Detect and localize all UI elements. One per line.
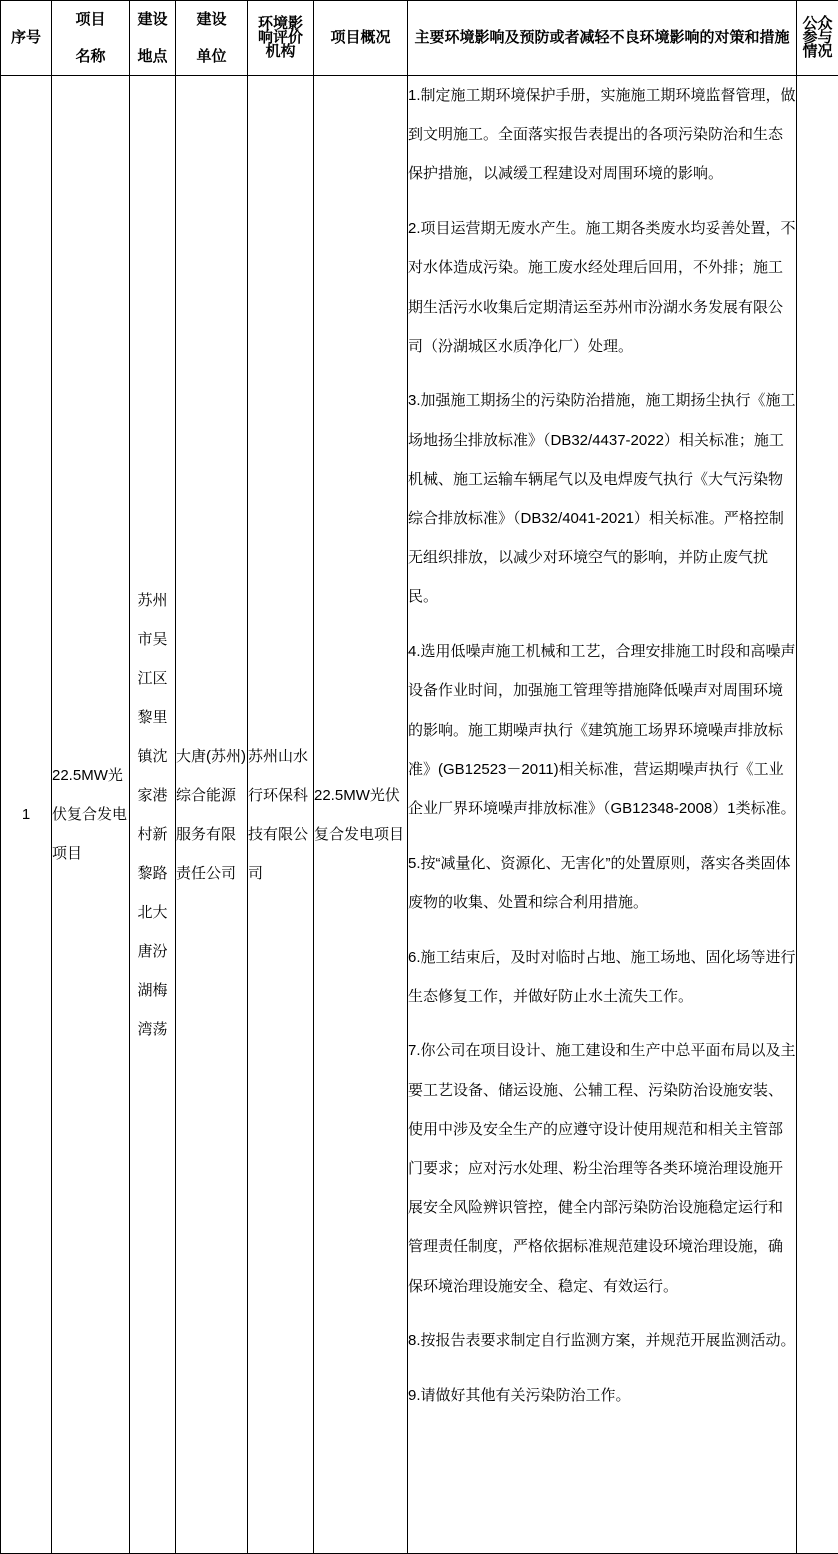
- header-overview: 项目概况: [314, 1, 408, 76]
- location-line: 黎路: [137, 864, 168, 882]
- header-measures: 主要环境影响及预防或者减轻不良环境影响的对策和措施: [408, 1, 797, 76]
- cell-location: [130, 76, 176, 1554]
- location-line: 家港: [137, 786, 168, 804]
- header-index: 序号: [1, 1, 52, 76]
- location-line: 苏州: [137, 591, 168, 609]
- cell-index: 1: [1, 76, 52, 1554]
- cell-builder: 大唐(苏州)综合能源服务有限责任公司: [176, 76, 248, 1554]
- header-project-name: [52, 1, 130, 76]
- header-project-name-line-2: 名称: [75, 48, 106, 65]
- cell-eia-agency: 苏州山水行环保科技有限公司: [248, 76, 314, 1554]
- header-eia-agency: 环境影响评价机构: [248, 1, 314, 76]
- location-line: 北大: [137, 903, 168, 921]
- measure-item: 4.选用低噪声施工机械和工艺，合理安排施工时段和高噪声设备作业时间，加强施工管理等措施降低噪声对周围环境的影响。施工期噪声执行《建筑施工场界环境噪声排放标准》(GB12523－2011)相关标准，营运期噪声执行《工业企业厂界环境噪声排放标准》（GB12348-2008）1类标准。: [408, 643, 796, 817]
- cell-public-participation: [797, 76, 838, 1554]
- header-public-participation: 公众参与情况: [797, 1, 838, 76]
- cell-measures: [408, 76, 797, 1554]
- location-line: 湾荡: [137, 1020, 168, 1038]
- location-line: 唐汾: [137, 942, 168, 960]
- header-location-line-2: 地点: [137, 48, 168, 65]
- header-builder: [176, 1, 248, 76]
- header-builder-line-1: 建设: [196, 11, 227, 28]
- table-row: [1, 76, 838, 1554]
- header-project-name-line-1: 项目: [75, 11, 106, 28]
- measure-item: 6.施工结束后，及时对临时占地、施工场地、固化场等进行生态修复工作，并做好防止水土流失工作。: [408, 948, 796, 1005]
- table-header: [1, 1, 838, 76]
- header-builder-line-2: 单位: [196, 48, 227, 65]
- measure-item: 3.加强施工期扬尘的污染防治措施，施工期扬尘执行《施工场地扬尘排放标准》（DB32/4437-2022）相关标准；施工机械、施工运输车辆尾气以及电焊废气执行《大气污染物综合排放标准》（DB32/4041-2021）相关标准。严格控制无组织排放，以减少对环境空气的影响，并防止废气扰民。: [408, 392, 796, 606]
- location-line: 市吴: [137, 630, 168, 648]
- location-line: 镇沈: [137, 747, 168, 765]
- measure-item: 8.按报告表要求制定自行监测方案，并规范开展监测活动。: [408, 1332, 796, 1350]
- location-line: 湖梅: [137, 981, 168, 999]
- measure-item: 5.按“减量化、资源化、无害化”的处置原则，落实各类固体废物的收集、处置和综合利用措施。: [408, 854, 791, 911]
- location-line: 江区: [137, 669, 168, 687]
- location-line: 黎里: [137, 708, 168, 726]
- cell-project-name: 22.5MW光伏复合发电项目: [52, 76, 130, 1554]
- cell-overview: 22.5MW光伏复合发电项目: [314, 76, 408, 1554]
- measure-item: 9.请做好其他有关污染防治工作。: [408, 1387, 631, 1405]
- measure-item: 7.你公司在项目设计、施工建设和生产中总平面布局以及主要工艺设备、储运设施、公辅工程、污染防治设施安装、使用中涉及安全生产的应遵守设计使用规范和相关主管部门要求；应对污水处理、粉尘治理等各类环境治理设施开展安全风险辨识管控，健全内部污染防治设施稳定运行和管理责任制度，严格依据标准规范建设环境治理设施，确保环境治理设施安全、稳定、有效运行。: [408, 1042, 796, 1295]
- header-location-line-1: 建设: [137, 11, 168, 28]
- measure-item: 2.项目运营期无废水产生。施工期各类废水均妥善处置，不对水体造成污染。施工废水经处理后回用，不外排；施工期生活污水收集后定期清运至苏州市汾湖水务发展有限公司（汾湖城区水质净化厂）处理。: [408, 220, 796, 355]
- header-location: [130, 1, 176, 76]
- table-body: [1, 76, 838, 1554]
- location-line: 村新: [137, 825, 168, 843]
- header-row: [1, 1, 838, 76]
- measure-item: 1.制定施工期环境保护手册，实施施工期环境监督管理，做到文明施工。全面落实报告表提出的各项污染防治和生态保护措施，以减缓工程建设对周围环境的影响。: [408, 87, 796, 183]
